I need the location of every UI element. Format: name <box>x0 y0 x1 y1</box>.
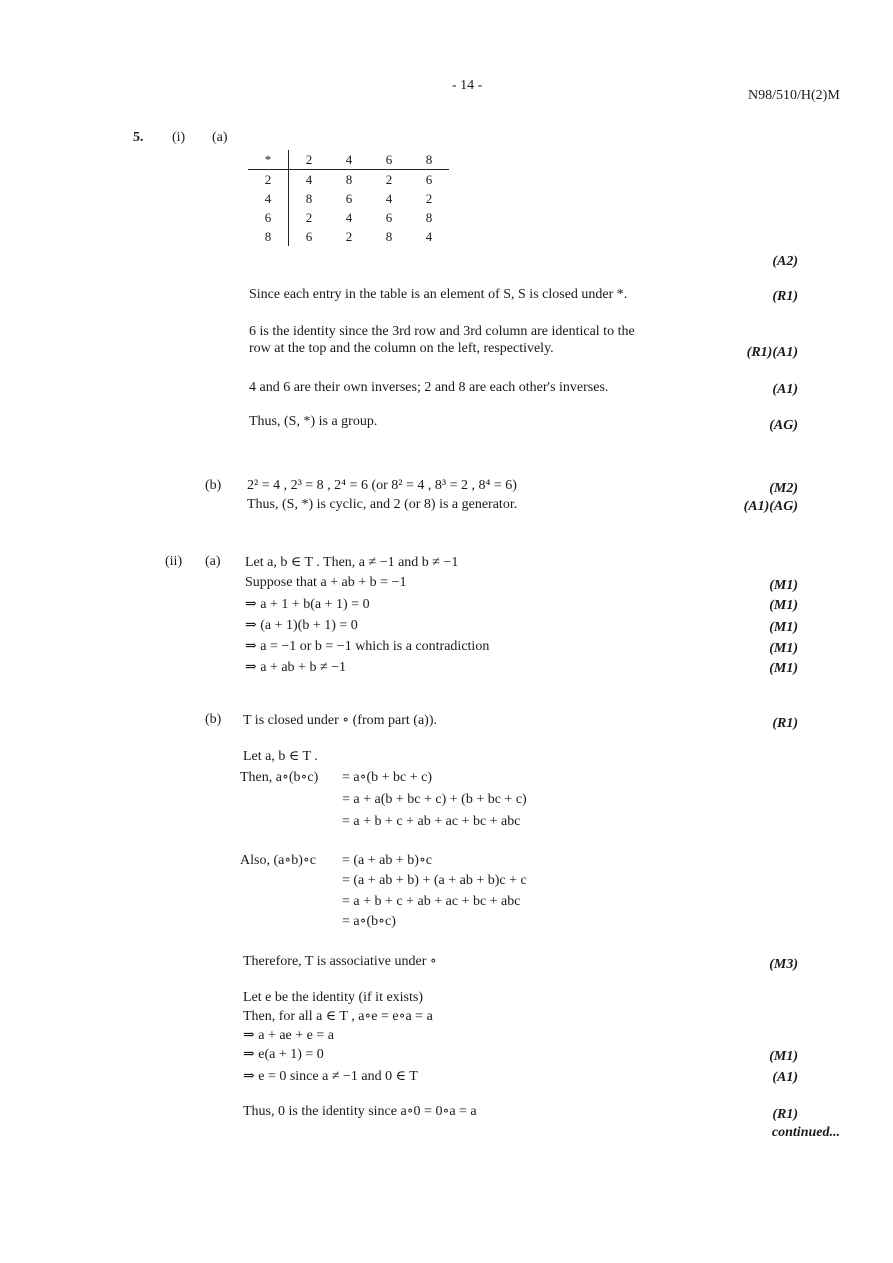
table-cell: 8 <box>385 228 393 244</box>
sub-b-label: (b) <box>205 478 222 493</box>
row-label: 8 <box>248 227 289 246</box>
identity-derivation-line: ⇒ e(a + 1) = 0 <box>243 1047 324 1062</box>
row-label: 4 <box>248 189 289 208</box>
mark-inverses: (A1) <box>772 382 798 397</box>
identity-derivation-line: Let e be the identity (if it exists) <box>243 990 424 1005</box>
ii-a-mark: (M1) <box>769 661 798 676</box>
also-line: = (a + ab + b)∘c <box>342 853 433 868</box>
continued-note: continued... <box>771 1125 840 1140</box>
mark-associative: (M3) <box>769 957 798 972</box>
identity-derivation-line: ⇒ e = 0 since a ≠ −1 and 0 ∈ T <box>243 1069 418 1084</box>
paper-code: N98/510/H(2)M <box>748 88 840 103</box>
table-cell: 6 <box>385 209 393 225</box>
mark-group: (AG) <box>769 418 798 433</box>
ii-a-mark: (M1) <box>769 578 798 593</box>
table-header-cell: 2 <box>289 150 330 170</box>
part-i-label: (i) <box>172 130 186 145</box>
question-number: 5. <box>133 130 144 145</box>
table-header-cell: 4 <box>329 150 369 170</box>
table-cell: 4 <box>385 190 393 206</box>
inverses-statement: 4 and 6 are their own inverses; 2 and 8 are each other's inverses. <box>249 380 609 395</box>
table-cell: 6 <box>345 190 353 206</box>
identity-derivation-line: ⇒ a + ae + e = a <box>243 1028 334 1043</box>
table-cell: 8 <box>425 209 433 225</box>
mark-identity: (R1)(A1) <box>746 345 798 360</box>
identity-derivation-mark: (A1) <box>772 1070 798 1085</box>
ii-a-line: Suppose that a + ab + b = −1 <box>245 575 407 590</box>
ii-a-line: ⇒ (a + 1)(b + 1) = 0 <box>245 618 358 633</box>
table-cell: 2 <box>345 228 353 244</box>
table-header-row <box>248 150 449 170</box>
also-line: = a∘(b∘c) <box>342 914 396 929</box>
ii-a-line: ⇒ a = −1 or b = −1 which is a contradiction <box>245 639 490 654</box>
mark-closure: (R1) <box>772 289 798 304</box>
group-statement: Thus, (S, *) is a group. <box>249 414 378 429</box>
also-label: Also, (a∘b)∘c <box>240 853 316 868</box>
table-row <box>248 189 449 208</box>
table-header-cell: 8 <box>409 150 449 170</box>
cyclic-line: Thus, (S, *) is cyclic, and 2 (or 8) is a generator. <box>247 497 518 512</box>
sub-ii-b-label: (b) <box>205 712 222 727</box>
ii-a-mark: (M1) <box>769 641 798 656</box>
page-number: - 14 - <box>452 78 483 93</box>
then-line: = a + b + c + ab + ac + bc + abc <box>342 814 521 829</box>
also-line: = (a + ab + b) + (a + ab + b)c + c <box>342 873 527 888</box>
table-row <box>248 208 449 227</box>
identity-line-2: row at the top and the column on the left, respectively. <box>249 341 554 356</box>
table-cell: 2 <box>385 171 393 187</box>
identity-derivation-line: Then, for all a ∈ T , a∘e = e∘a = a <box>243 1009 433 1024</box>
then-line: = a + a(b + bc + c) + (b + bc + c) <box>342 792 527 807</box>
zero-identity-statement: Thus, 0 is the identity since a∘0 = 0∘a = a <box>243 1104 477 1119</box>
table-cell: 6 <box>425 171 433 187</box>
operation-table <box>248 150 449 246</box>
identity-derivation-mark: (M1) <box>769 1049 798 1064</box>
part-ii-label: (ii) <box>165 554 183 569</box>
ii-a-mark: (M1) <box>769 620 798 635</box>
sub-ii-a-label: (a) <box>205 554 221 569</box>
powers-line: 2² = 4 , 2³ = 8 , 2⁴ = 6 (or 8² = 4 , 8³ = 2 , 8⁴ = 6) <box>247 478 517 493</box>
table-row <box>248 170 449 190</box>
table-cell: 8 <box>345 171 353 187</box>
let-ab: Let a, b ∈ T . <box>243 749 318 764</box>
table-cell: 2 <box>305 209 313 225</box>
table-cell: 2 <box>425 190 433 206</box>
mark-table: (A2) <box>772 254 798 269</box>
ii-a-line: Let a, b ∈ T . Then, a ≠ −1 and b ≠ −1 <box>245 555 459 570</box>
ii-a-line: ⇒ a + 1 + b(a + 1) = 0 <box>245 597 370 612</box>
table-row <box>248 227 449 246</box>
row-label: 6 <box>248 208 289 227</box>
then-line: = a∘(b + bc + c) <box>342 770 433 785</box>
closure-statement: Since each entry in the table is an element of S, S is closed under *. <box>249 287 628 302</box>
ii-a-line: ⇒ a + ab + b ≠ −1 <box>245 660 347 675</box>
mark-cyclic: (A1)(AG) <box>743 499 798 514</box>
table-cell: 4 <box>425 228 433 244</box>
also-line: = a + b + c + ab + ac + bc + abc <box>342 894 521 909</box>
identity-line-1: 6 is the identity since the 3rd row and 3rd column are identical to the <box>249 324 635 339</box>
table-cell: 4 <box>305 171 313 187</box>
table-corner: * <box>248 150 289 170</box>
then-label: Then, a∘(b∘c) <box>240 770 319 785</box>
table-header-cell: 6 <box>369 150 409 170</box>
sub-a-label: (a) <box>212 130 228 145</box>
mark-zero-identity: (R1) <box>772 1107 798 1122</box>
table-cell: 8 <box>305 190 313 206</box>
closed-under-o: T is closed under ∘ (from part (a)). <box>243 713 437 728</box>
table-cell: 4 <box>345 209 353 225</box>
row-label: 2 <box>248 170 289 190</box>
ii-a-mark: (M1) <box>769 598 798 613</box>
table-cell: 6 <box>305 228 313 244</box>
mark-closed-o: (R1) <box>772 716 798 731</box>
associative-statement: Therefore, T is associative under ∘ <box>243 954 437 969</box>
mark-powers: (M2) <box>769 481 798 496</box>
